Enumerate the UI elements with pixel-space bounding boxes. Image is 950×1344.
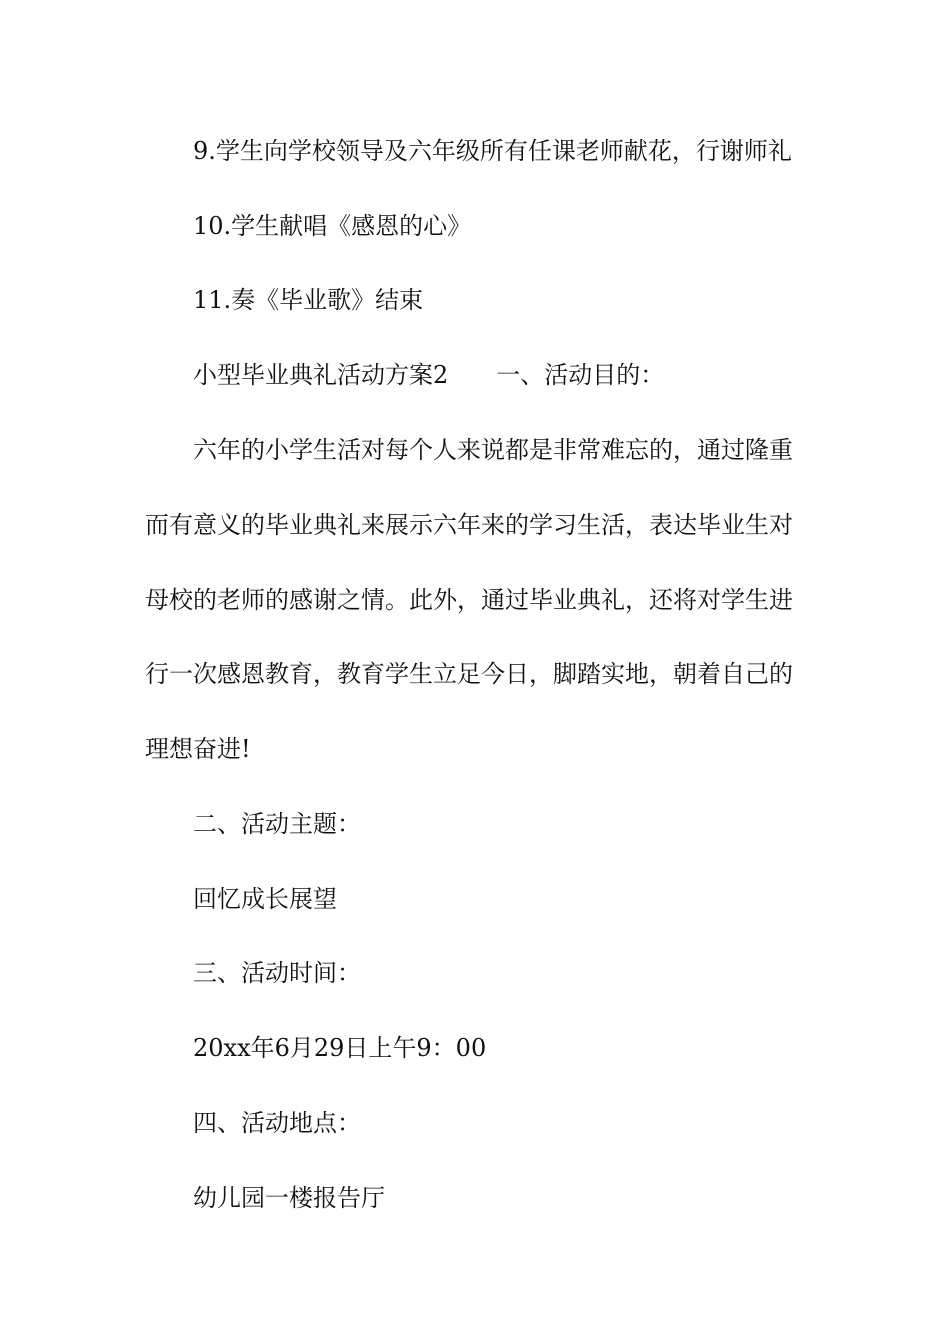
location-text: 幼儿园一楼报告厅 [193,1184,385,1212]
section-heading-time: 三、活动时间： [193,959,361,987]
paragraph-line: 母校的老师的感谢之情。此外，通过毕业典礼，还将对学生进 [145,586,793,614]
time-text: 20xx年6月29日上午9：00 [193,1034,487,1062]
paragraph-line: 而有意义的毕业典礼来展示六年来的学习生活，表达毕业生对 [145,511,793,539]
section-heading-location: 四、活动地点： [193,1109,361,1137]
section-heading-plan-2: 小型毕业典礼活动方案2 一、活动目的： [193,361,665,389]
theme-text: 回忆成长展望 [193,885,337,913]
list-item-9: 9.学生向学校领导及六年级所有任课老师献花，行谢师礼 [193,137,792,165]
paragraph-line: 行一次感恩教育，教育学生立足今日，脚踏实地，朝着自己的 [145,660,793,688]
paragraph-line: 理想奋进! [145,735,251,763]
list-item-11: 11.奏《毕业歌》结束 [193,286,424,314]
paragraph-line: 六年的小学生活对每个人来说都是非常难忘的，通过隆重 [193,436,793,464]
section-heading-theme: 二、活动主题： [193,810,361,838]
list-item-10: 10.学生献唱《感恩的心》 [193,212,472,240]
